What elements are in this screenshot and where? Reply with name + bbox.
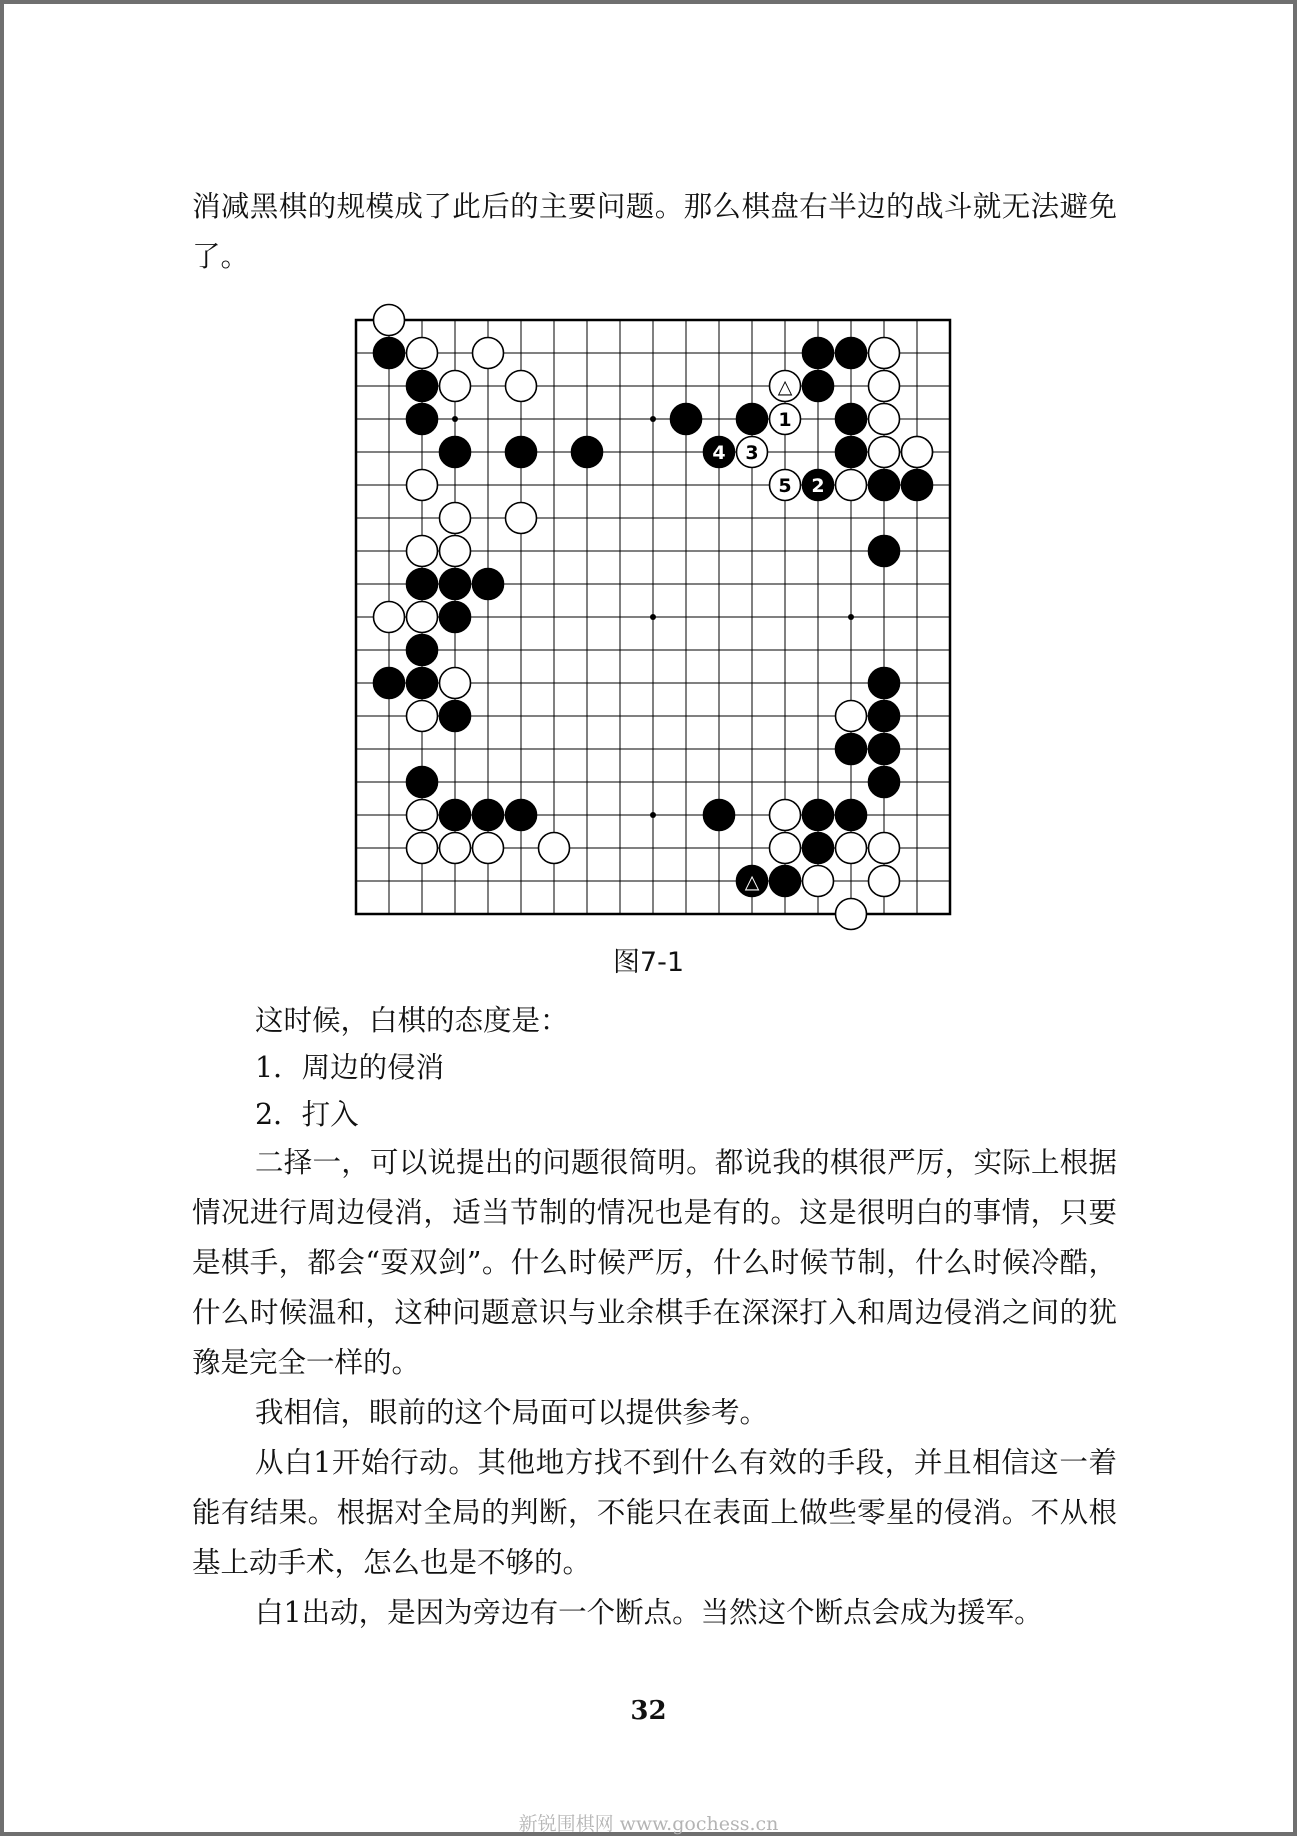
white-stone <box>473 338 504 369</box>
black-stone <box>869 767 900 798</box>
star-point <box>650 416 656 422</box>
white-stone <box>407 470 438 501</box>
white-stone <box>407 800 438 831</box>
black-stone <box>506 800 537 831</box>
white-stone <box>407 833 438 864</box>
white-stone <box>836 899 867 930</box>
black-stone <box>473 800 504 831</box>
white-stone <box>407 536 438 567</box>
white-stone <box>869 437 900 468</box>
white-stone <box>440 536 471 567</box>
paragraph-white-attitude: 这时候，白棋的态度是： <box>255 1004 569 1037</box>
watermark: 新锐围棋网 www.gochess.cn <box>518 1813 779 1835</box>
black-stone <box>374 668 405 699</box>
svg-text:△: △ <box>777 376 793 398</box>
white-stone <box>869 404 900 435</box>
svg-text:4: 4 <box>712 442 726 464</box>
white-stone <box>374 305 405 336</box>
marked-black-stone <box>737 866 768 897</box>
black-stone <box>440 569 471 600</box>
black-stone <box>407 635 438 666</box>
black-stone <box>440 437 471 468</box>
white-stone <box>770 800 801 831</box>
black-stone <box>869 470 900 501</box>
svg-text:1: 1 <box>778 409 792 431</box>
black-stone <box>506 437 537 468</box>
black-stone <box>836 734 867 765</box>
white-stone <box>836 701 867 732</box>
black-stone <box>440 800 471 831</box>
white-stone <box>473 833 504 864</box>
paragraph-cutting-point: 白1出动，是因为旁边有一个断点。当然这个断点会成为援军。 <box>255 1596 1043 1629</box>
white-stone <box>902 437 933 468</box>
paragraph-reference: 我相信，眼前的这个局面可以提供参考。 <box>255 1396 769 1429</box>
white-stone <box>836 833 867 864</box>
move-5-stone <box>770 470 801 501</box>
paragraph-choice: 二择一，可以说提出的问题很简明。都说我的棋很严厉，实际上根据情况进行周边侵消，适当节制的情况也是有的。这是很明白的事情，只要是棋手，都会“耍双剑”。什么时候严厉，什么时候节制，什么时候冷酷，什么时候温和，这种问题意识与业余棋手在深深打入和周边侵消之间的犹豫是完全一样的。 <box>192 1146 1117 1379</box>
svg-text:5: 5 <box>778 475 792 497</box>
page-number: 32 <box>630 1696 667 1726</box>
white-stone <box>440 503 471 534</box>
marked-white-stone <box>770 371 801 402</box>
white-stone <box>869 833 900 864</box>
white-stone <box>440 371 471 402</box>
go-board-diagram <box>342 294 1022 934</box>
black-stone <box>770 866 801 897</box>
white-stone <box>869 866 900 897</box>
black-stone <box>836 437 867 468</box>
star-point <box>452 416 458 422</box>
black-stone <box>902 470 933 501</box>
black-stone <box>836 404 867 435</box>
paragraph-white-1: 从白1开始行动。其他地方找不到什么有效的手段，并且相信这一着能有结果。根据对全局的判断，不能只在表面上做些零星的侵消。不从根基上动手术，怎么也是不够的。 <box>192 1446 1117 1579</box>
white-stone <box>407 338 438 369</box>
list-item-2: 2．打入 <box>255 1098 359 1131</box>
white-stone <box>407 602 438 633</box>
white-stone <box>506 371 537 402</box>
list-item-1: 1．周边的侵消 <box>255 1051 445 1084</box>
move-1-stone <box>770 404 801 435</box>
white-stone <box>440 833 471 864</box>
black-stone <box>407 668 438 699</box>
white-stone <box>803 866 834 897</box>
black-stone <box>407 569 438 600</box>
black-stone <box>869 536 900 567</box>
black-stone <box>704 800 735 831</box>
white-stone <box>869 338 900 369</box>
white-stone <box>770 833 801 864</box>
black-stone <box>836 338 867 369</box>
star-point <box>848 614 854 620</box>
intro-paragraph: 消减黑棋的规模成了此后的主要问题。那么棋盘右半边的战斗就无法避免了。 <box>192 190 1117 273</box>
black-stone <box>869 668 900 699</box>
black-stone <box>572 437 603 468</box>
star-point <box>650 614 656 620</box>
black-stone <box>803 371 834 402</box>
black-stone <box>440 701 471 732</box>
white-stone <box>836 470 867 501</box>
book-page <box>4 4 1293 1835</box>
black-stone <box>737 404 768 435</box>
black-stone <box>803 800 834 831</box>
svg-text:△: △ <box>744 871 760 893</box>
black-stone <box>473 569 504 600</box>
white-stone <box>539 833 570 864</box>
move-3-stone <box>737 437 768 468</box>
white-stone <box>407 701 438 732</box>
black-stone <box>671 404 702 435</box>
white-stone <box>506 503 537 534</box>
svg-text:2: 2 <box>811 475 825 497</box>
black-stone <box>407 767 438 798</box>
black-stone <box>374 338 405 369</box>
black-stone <box>869 701 900 732</box>
black-stone <box>803 833 834 864</box>
white-stone <box>440 668 471 699</box>
move-4-stone <box>704 437 735 468</box>
move-2-stone <box>803 470 834 501</box>
black-stone <box>440 602 471 633</box>
figure-caption: 图7-1 <box>612 947 685 978</box>
svg-text:3: 3 <box>745 442 759 464</box>
white-stone <box>869 371 900 402</box>
black-stone <box>407 404 438 435</box>
black-stone <box>803 338 834 369</box>
black-stone <box>407 371 438 402</box>
black-stone <box>869 734 900 765</box>
star-point <box>650 812 656 818</box>
white-stone <box>374 602 405 633</box>
black-stone <box>836 800 867 831</box>
